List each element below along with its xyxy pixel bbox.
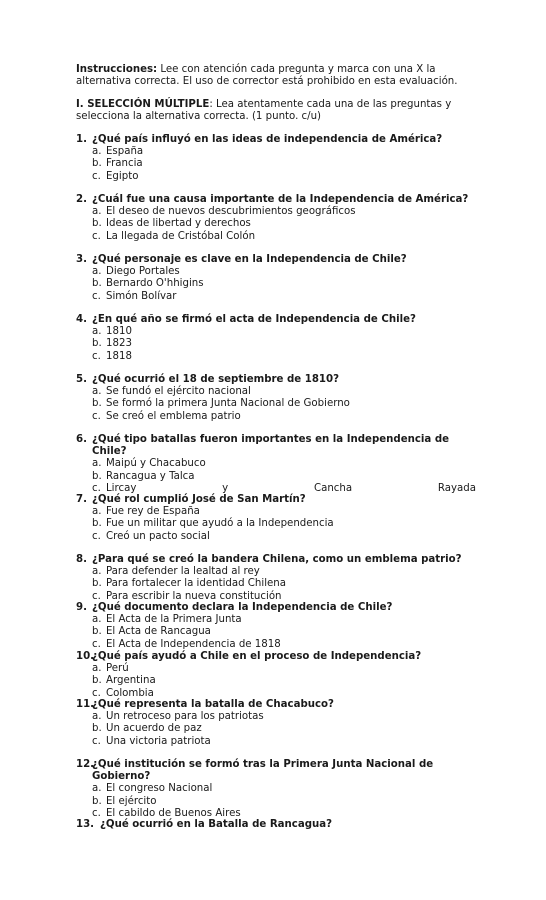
question-number: 11.	[76, 699, 95, 710]
instructions-paragraph	[76, 64, 474, 88]
option-b[interactable]: b. Ideas de libertad y derechos	[92, 218, 251, 230]
question-6	[76, 434, 476, 495]
option-b[interactable]: b. Fue un militar que ayudó a la Independencia	[92, 518, 334, 530]
question-number: 9.	[76, 602, 87, 613]
question-text: ¿Qué personaje es clave en la Independencia de Chile?	[92, 254, 407, 265]
option-c[interactable]: c. Simón Bolívar	[92, 290, 177, 302]
question-text: ¿Qué institución se formó tras la Primera Junta Nacional de Gobierno?	[92, 759, 434, 783]
option-a[interactable]: a. Maipú y Chacabuco	[92, 458, 206, 470]
option-a[interactable]: a. El Acta de la Primera Junta	[92, 614, 242, 626]
option-a[interactable]: a. El deseo de nuevos descubrimientos geográficos	[92, 206, 356, 218]
option-a[interactable]: a. Se fundó el ejército nacional	[92, 386, 251, 398]
option-a[interactable]: a. Fue rey de España	[92, 506, 200, 518]
question-3	[76, 254, 476, 303]
option-a[interactable]: a. Diego Portales	[92, 266, 180, 278]
option-c[interactable]: c. Una victoria patriota	[92, 735, 211, 747]
option-c[interactable]: c. Egipto	[92, 170, 139, 182]
question-text: ¿Qué rol cumplió José de San Martín?	[92, 494, 306, 505]
option-b[interactable]: b. Para fortalecer la identidad Chilena	[92, 578, 287, 590]
question-4	[76, 314, 476, 363]
question-number: 1.	[76, 134, 87, 145]
question-5	[76, 374, 476, 423]
option-c[interactable]: c. Para escribir la nueva constitución	[92, 590, 282, 602]
question-10	[76, 651, 476, 700]
option-a[interactable]: a. 1810	[92, 326, 132, 338]
question-text: ¿Qué representa la batalla de Chacabuco?	[92, 699, 334, 710]
question-number: 12.	[76, 759, 95, 770]
option-c[interactable]: c. El cabildo de Buenos Aires	[92, 807, 241, 819]
option-c[interactable]: c. Lircay y Cancha Rayada	[92, 482, 476, 494]
question-12	[76, 759, 476, 820]
option-c[interactable]: c. Se creó el emblema patrio	[92, 410, 241, 422]
option-b[interactable]: b. Un acuerdo de paz	[92, 723, 202, 735]
option-a[interactable]: a. España	[92, 146, 144, 158]
question-9	[76, 602, 476, 651]
option-b[interactable]: b. El Acta de Rancagua	[92, 626, 211, 638]
question-text: ¿En qué año se firmó el acta de Independencia de Chile?	[92, 314, 416, 325]
question-8	[76, 554, 476, 603]
question-1	[76, 134, 476, 183]
question-number: 13.	[76, 819, 95, 830]
instructions-text: Lee con atención cada pregunta y marca con una X la alternativa correcta. El uso de corrector está prohibido en esta evaluación.	[76, 64, 458, 88]
option-b[interactable]: b. Francia	[92, 158, 143, 170]
question-number: 6.	[76, 434, 87, 445]
question-number: 3.	[76, 254, 87, 265]
option-c[interactable]: c. La llegada de Cristóbal Colón	[92, 230, 256, 242]
option-c[interactable]: c. Colombia	[92, 687, 154, 699]
question-text: ¿Qué ocurrió en la Batalla de Rancagua?	[100, 819, 333, 830]
question-11	[76, 699, 476, 748]
option-b[interactable]: b. Rancagua y Talca	[92, 470, 195, 482]
instructions-label: Instrucciones:	[76, 64, 158, 75]
question-number: 8.	[76, 554, 87, 565]
option-a[interactable]: a. El congreso Nacional	[92, 783, 213, 795]
question-number: 5.	[76, 374, 87, 385]
option-b[interactable]: b. 1823	[92, 338, 132, 350]
section-paragraph	[76, 99, 474, 123]
question-number: 2.	[76, 194, 87, 205]
question-2	[76, 194, 476, 243]
option-b[interactable]: b. El ejército	[92, 795, 157, 807]
question-text: ¿Qué país influyó en las ideas de independencia de América?	[92, 134, 443, 145]
section-title: I. SELECCIÓN MÚLTIPLE	[76, 99, 210, 110]
option-a[interactable]: a. Un retroceso para los patriotas	[92, 711, 264, 723]
option-c[interactable]: c. 1818	[92, 350, 132, 362]
option-b[interactable]: b. Argentina	[92, 675, 156, 687]
section-text: : Lea atentamente cada una de las preguntas y selecciona la alternativa correcta. (1 punto. c/u)	[76, 99, 452, 123]
question-text: ¿Qué documento declara la Independencia de Chile?	[92, 602, 393, 613]
option-a[interactable]: a. Perú	[92, 663, 129, 675]
question-text: ¿Qué ocurrió el 18 de septiembre de 1810?	[92, 374, 340, 385]
option-c[interactable]: c. El Acta de Independencia de 1818	[92, 638, 281, 650]
question-number: 10.	[76, 651, 95, 662]
question-number: 7.	[76, 494, 87, 505]
question-text: ¿Para qué se creó la bandera Chilena, como un emblema patrio?	[92, 554, 462, 565]
question-text: ¿Qué país ayudó a Chile en el proceso de Independencia?	[92, 651, 422, 662]
question-7	[76, 494, 476, 543]
question-text: ¿Qué tipo batallas fueron importantes en la Independencia de Chile?	[92, 434, 450, 458]
question-text: ¿Cuál fue una causa importante de la Independencia de América?	[92, 194, 469, 205]
question-number: 4.	[76, 314, 87, 325]
option-b[interactable]: b. Se formó la primera Junta Nacional de Gobierno	[92, 398, 350, 410]
option-b[interactable]: b. Bernardo O'hhigins	[92, 278, 204, 290]
option-a[interactable]: a. Para defender la lealtad al rey	[92, 566, 260, 578]
option-c[interactable]: c. Creó un pacto social	[92, 530, 210, 542]
question-13	[76, 819, 476, 831]
